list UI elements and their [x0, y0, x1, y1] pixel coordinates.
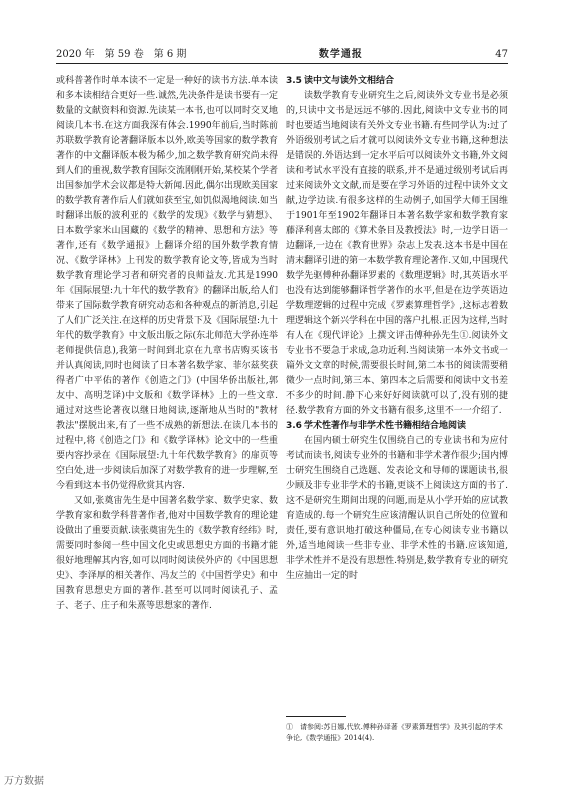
right-column — [286, 74, 508, 584]
section-heading-3-6 — [286, 419, 508, 434]
section-number: 3.6 — [286, 421, 302, 431]
footnote: ① 请参阅:苏日娜,代钦.傅种孙译著《罗素算理哲学》及其引起的学术争论,《数学通报》2014(4). — [286, 723, 503, 742]
running-header — [56, 44, 508, 60]
section-title: 读中文与读外文相结合 — [304, 76, 395, 86]
section-title: 学术性著作与非学术性书籍相结合地阅读 — [304, 421, 467, 431]
header-rule — [56, 63, 508, 64]
left-paragraph-2: 又如,张奠宙先生是中国著名数学家、数学史家、数学教育家和数学科普著作者,他对中国数学教育的理论建设做出了重要贡献.读张奠宙先生的《数学教育经纬》时,需要同时参阅一些中国文化史或思想史方面的书籍才能很好地理解其内容,如可以同时阅读侯外庐的《中国思想史》、李泽厚的相关著作、冯友兰的《中国哲学史》和中国教育思想史方面的著作.甚至可以同时阅读孔子、孟子、老子、庄子和朱熹等思想家的著作. — [56, 496, 278, 611]
footnote-rule — [286, 716, 346, 717]
section-number: 3.5 — [286, 76, 302, 86]
watermark: 万方数据 — [4, 776, 44, 787]
page-number: 47 — [495, 49, 508, 60]
section-3-6-paragraph: 在国内硕士研究生仅围绕自己的专业读书和为应付考试而读书,阅读专业外的书籍和非学术著作很少;国内博士研究生围绕自己选题、发表论文和导师的课题读书,很少顾及非专业非学术的书籍,更谈不上阅读这方面的书了.这不是研究生期间出现的问题,而是从小学开始的应试教育造成的.每一个研究生应该清醒认识自己所处的位置和责任,要有意识地打破这种僵局,在专心阅读专业书籍以外,适当地阅读一些非专业、非学术性的书籍.应该知道,非学术性并不是没有思想性.特别是,数学教育专业的研究生应抽出一定的时 — [286, 436, 508, 581]
section-3-5-paragraph: 读数学教育专业研究生之后,阅读外文专业书是必须的,只读中文书是远远不够的.因此,阅读中文专业书的同时也要适当地阅读有关外文专业书籍.有些同学认为:过了外语级别考试之后才就可以阅读外文专业书籍,这种想法是错误的.外语达到一定水平后可以阅读外文书籍,外文阅读和考试水平没有直接的联系,并不是通过级别考试后再过来阅读外文文献,而是要在学习外语的过程中读外文文献,边学边读.有很多这样的生动例子,如国学大师王国维于1901年至1902年翻译日本著名数学家和数学教育家藤泽利喜太郎的《算术条目及教授法》时,一边学日语一边翻译,一边在《教育世界》杂志上发表.这本书是中国在清末翻译引进的第一本数学教育理论著作.又如,中国现代数学先驱傅种孙翻译罗素的《数理逻辑》时,其英语水平也没有达到能够翻译哲学著作的水平,但是在边学英语边学数理逻辑的过程中完成《罗素算理哲学》,这标志着数理逻辑这个新兴学科在中国的落户扎根.正因为这样,当时有人在《现代评论》上撰文评击傅种孙先生①.阅读外文专业书不要急于求成,急功近利.当阅读第一本外文书或一篇外文文章的时候,需要很长时间,第二本书的阅读需要稍微少一点时间,第三本、第四本之后需要和阅读中文书差不多少的时间.静下心来好好阅读就可以了,没有别的捷径.数学教育方面的外文书籍有很多,这里不一一介绍了. — [286, 91, 508, 416]
journal-title: 数学通报 — [318, 49, 363, 60]
left-paragraph-1: 或科普著作时单本读不一定是一种好的读书方法.单本读和多本读相结合更好一些.诚然,先决条件是读书要有一定数量的文献资料和资源.先读某一本书,也可以同时交叉地阅读几本书.在这方面我深有体会.1990年前后,当时陈前苏联数学教育论著翻译版本以外,欧美等国家的数学教育著作的中文翻译版本极为稀少,加之数学教育研究尚未得到人们的重视,数学教育国际交流刚刚开始,某校某个学者出国参加学术会议都是特大新闻.因此,偶尔出现欧美国家的数学教育著作后人们就如获至宝,如饥似渴地阅读.如当时翻译出版的波利亚的《数学的发现》《数学与猜想》、日本数学家米山国藏的《数学的精神、思想和方法》等著作,还有《数学通报》上翻译介绍的国外数学教育情况、《数学译林》上刊发的数学教育论文等,皆成为当时数学教育理论学习者和研究者的良师益友.尤其是1990年《国际展望:九十年代的数学教育》的翻译出版,给人们带来了国际数学教育研究动态和各种观点的新消息,引起了人们广泛关注.在这样的历史背景下及《国际展望:九十年代的数学教育》中文版出版之际(东北师范大学孙连举老师提供信息),我第一时间到北京在九章书店购买该书并认真阅读,同时也阅读了日本著名数学家、菲尔兹奖获得者广中平佑的著作《创造之门》(中国华侨出版社,郭友中、高明芝译)中文版和《数学译林》上的一些文章.通过对这些论著夜以继日地阅读,逐渐地从当时的"教材教法"摆脱出来,有了一些不成熟的新想法.在读几本书的过程中,将《创造之门》和《数学译林》论文中的一些重要内容抄录在《国际展望:九十年代数学教育》的扉页等空白处,进一步阅读后加深了对数学教育的进一步理解,至今看到这本书仍觉得欣赏其内容. — [56, 76, 278, 491]
left-column — [56, 74, 278, 614]
issue-info: 2020 年 第 59 卷 第 6 期 — [56, 49, 187, 60]
section-heading-3-5 — [286, 74, 508, 89]
